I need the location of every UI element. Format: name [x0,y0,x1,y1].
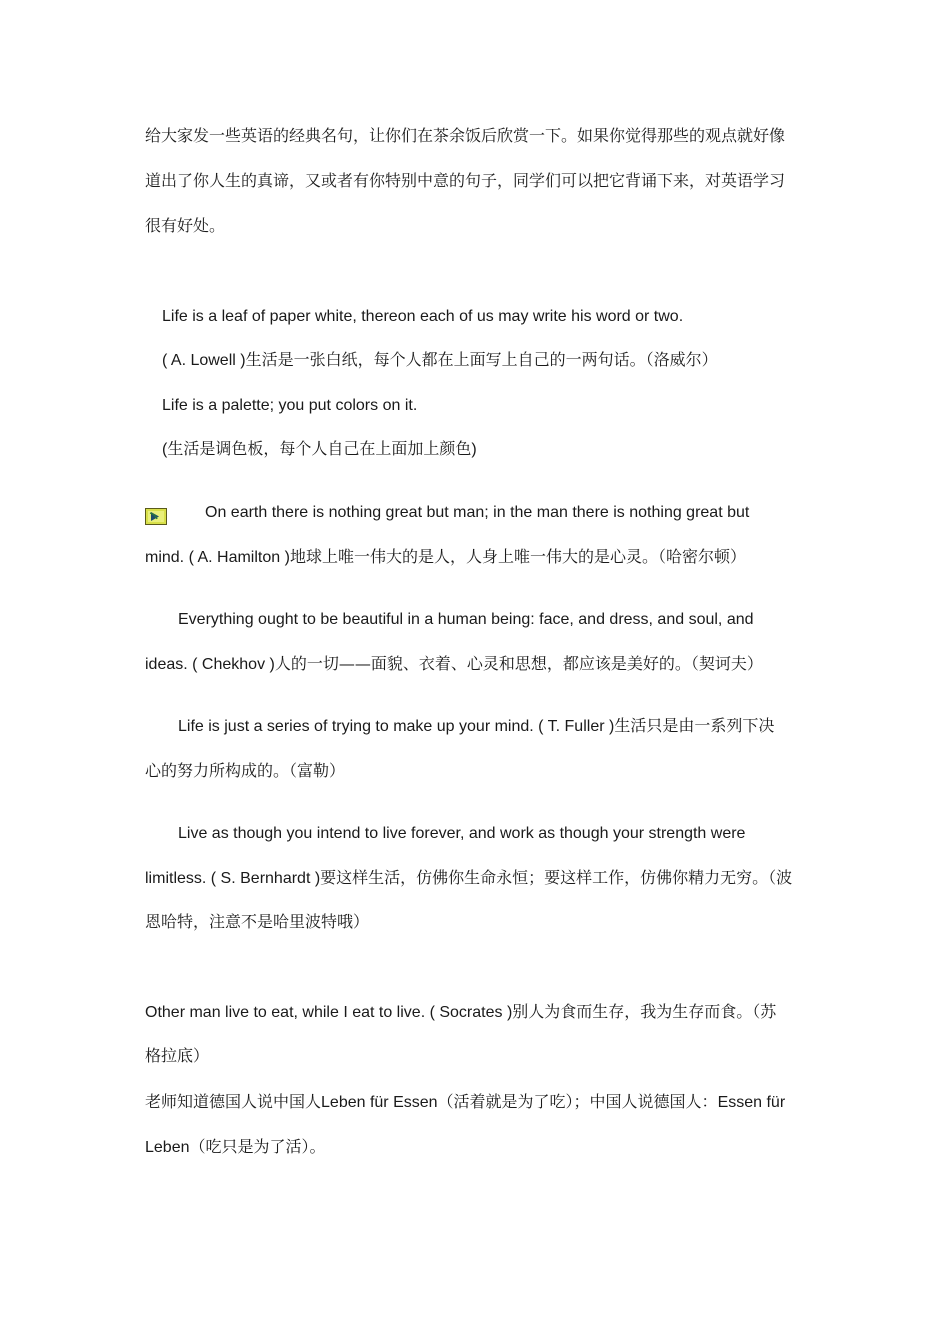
quote-bernhardt-line-1: Live as though you intend to live forever, and work as though your strength were [178,825,746,842]
intro-line-2: 道出了你人生的真谛，又或者有你特别中意的句子，同学们可以把它背诵下来，对英语学习 [145,171,786,190]
quote-fuller-line-2: 心的努力所构成的。（富勒） [145,761,346,780]
quote-socrates-line-2: 格拉底） [145,1046,210,1065]
quote-socrates-line-1: Other man live to eat, while I eat to live. ( Socrates )别人为食而生存，我为生存而食。（苏 [145,1002,777,1021]
quote-lowell-attr: ( A. Lowell )生活是一张白纸，每个人都在上面写上自己的一两句话。（洛威尔） [162,350,718,369]
intro-line-1: 给大家发一些英语的经典名句，让你们在茶余饭后欣赏一下。如果你觉得那些的观点就好像 [145,126,786,145]
quote-chekhov-line-2: ideas. ( Chekhov )人的一切——面貌、衣着、心灵和思想，都应该是美好的。（契诃夫） [145,654,763,673]
quote-lowell-en: Life is a leaf of paper white, thereon each of us may write his word or two. [162,308,684,325]
note-line-1: 老师知道德国人说中国人Leben für Essen（活着就是为了吃）；中国人说德国人：Essen für [145,1092,786,1111]
quote-hamilton-line-1: On earth there is nothing great but man; in the man there is nothing great but [205,504,750,521]
bullet-arrow-icon [145,508,167,525]
quote-palette-en: Life is a palette; you put colors on it. [162,397,418,414]
quote-bernhardt-line-3: 恩哈特，注意不是哈里波特哦） [145,912,370,931]
quote-fuller-line-1: Life is just a series of trying to make up your mind. ( T. Fuller )生活只是由一系列下决 [178,716,775,735]
intro-line-3: 很有好处。 [145,216,226,235]
quote-palette-zh: (生活是调色板，每个人自己在上面加上颜色) [162,439,477,458]
quote-bernhardt-line-2: limitless. ( S. Bernhardt )要这样生活，仿佛你生命永恒；要这样工作，仿佛你精力无穷。（波 [145,868,793,887]
quote-chekhov-line-1: Everything ought to be beautiful in a human being: face, and dress, and soul, and [178,611,754,628]
quote-hamilton-line-2: mind. ( A. Hamilton )地球上唯一伟大的是人，人身上唯一伟大的是心灵。（哈密尔顿） [145,547,746,566]
note-line-2: Leben（吃只是为了活）。 [145,1137,326,1156]
